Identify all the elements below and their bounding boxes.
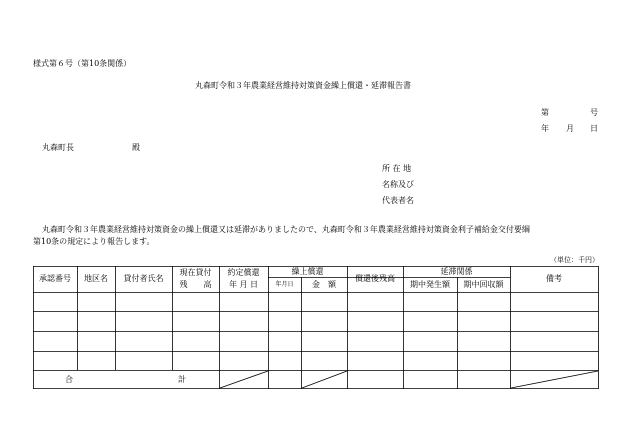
col-borrower: 貸付者氏名 [123, 274, 164, 283]
report-table [33, 266, 599, 389]
document-title: 丸森町令和３年農業経営維持対策資金繰上償還・延滞報告書 [195, 81, 411, 90]
col-balance-line2: 残 高 [179, 280, 212, 289]
doc-number-label: 第 [541, 108, 549, 117]
col-balance-line1: 現在貸付 [179, 268, 212, 277]
date-day-label: 日 [590, 124, 598, 133]
total-label-start: 合 [65, 375, 73, 384]
body-text-line1: 丸森町令和３年農業経営維持対策資金の繰上償還又は延滞がありましたので、丸森町令和３年農業経営維持対策資金利子補給金交付要綱 [42, 225, 530, 234]
sender-name-label: 名称及び [382, 180, 414, 189]
date-month-label: 月 [566, 124, 574, 133]
col-post-balance: 償還後残高 [355, 274, 395, 283]
unit-label: （単位：千円） [550, 256, 599, 264]
col-district: 地区名 [84, 274, 108, 283]
body-text-line2: 第10条の規定により報告します。 [33, 237, 155, 246]
col-contract-line1: 約定償還 [227, 268, 260, 277]
sender-rep-label: 代表者名 [382, 196, 414, 205]
form-number: 様式第６号（第10条関係） [33, 59, 132, 68]
total-label-end: 計 [178, 375, 186, 384]
addressee-honorific: 殿 [132, 143, 140, 152]
col-early-date: 年月日 [275, 281, 294, 288]
col-contract-line2: 年 月 日 [228, 280, 259, 289]
col-remarks: 備考 [546, 274, 562, 283]
date-year-label: 年 [541, 124, 549, 133]
col-early-repayment: 繰上償還 [291, 267, 324, 276]
col-early-amount: 金 額 [312, 280, 336, 289]
addressee: 丸森町長 [42, 143, 74, 152]
col-delinquency: 延滞関係 [440, 267, 473, 276]
sender-address-label: 所 在 地 [382, 164, 412, 173]
col-delinquency-incurred: 期中発生額 [410, 280, 450, 289]
col-delinquency-collected: 期中回収額 [463, 280, 504, 289]
col-approval-no: 承認番号 [39, 274, 71, 283]
doc-number-suffix: 号 [590, 108, 598, 117]
